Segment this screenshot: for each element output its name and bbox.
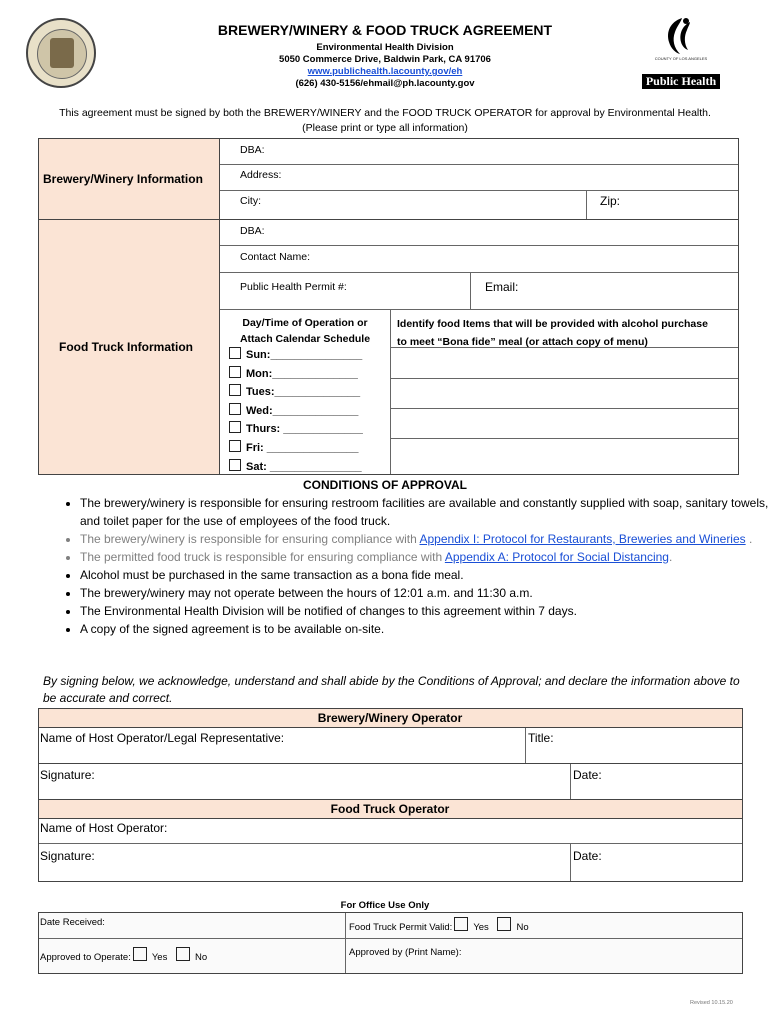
day-row-thurs[interactable] (229, 420, 363, 439)
day-row-wed[interactable] (229, 402, 363, 421)
brewery-info-label-cell (38, 138, 220, 220)
condition-item: • Alcohol must be purchased in the same transaction as a bona fide meal. (80, 566, 770, 584)
permit-valid-no-checkbox[interactable] (497, 917, 511, 931)
brewery-city-field[interactable]: City: (240, 195, 261, 207)
condition-item: • The Environmental Health Division will be notified of changes to this agreement within 7 days. (80, 602, 770, 620)
logo-band-text: Public Health (642, 74, 720, 89)
food-truck-info-label: Food Truck Information (59, 340, 193, 354)
food-truck-info-label-cell (38, 219, 220, 475)
day-checkbox[interactable] (229, 366, 241, 378)
no-label: No (516, 922, 529, 933)
brewery-info-label: Brewery/Winery Information (43, 172, 203, 186)
brewery-operator-signature-row (38, 763, 743, 800)
brewery-operator-header (38, 708, 743, 728)
approved-to-operate-label: Approved to Operate: (40, 952, 131, 963)
brewery-zip-field[interactable]: Zip: (600, 194, 621, 208)
yes-label: Yes (151, 952, 168, 963)
day-checkbox[interactable] (229, 403, 241, 415)
condition-item (80, 548, 770, 566)
day-checkbox[interactable] (229, 440, 241, 452)
day-row-sat[interactable] (229, 458, 363, 477)
brewery-operator-title-field[interactable]: Title: (528, 731, 554, 745)
truck-operator-header (38, 799, 743, 819)
brewery-operator-heading: Brewery/Winery Operator (317, 711, 463, 725)
day-checkbox[interactable] (229, 347, 241, 359)
truck-dba-field[interactable]: DBA: (240, 225, 265, 237)
condition-item: • The brewery/winery is responsible for ensuring restroom facilities are available and constantly supplied with soap, sanitary towels, and toilet paper for the use of employees of the food truck. (80, 494, 770, 530)
day-checkbox[interactable] (229, 384, 241, 396)
day-row-mon[interactable] (229, 365, 363, 384)
intro-line-2: (Please print or type all information) (302, 122, 468, 134)
page-title: BREWERY/WINERY & FOOD TRUCK AGREEMENT (217, 22, 553, 38)
brewery-address-field[interactable]: Address: (240, 169, 282, 181)
truck-email-field[interactable]: Email: (485, 280, 519, 294)
condition-item: • A copy of the signed agreement is to be available on-site. (80, 620, 770, 638)
condition-item (80, 530, 770, 548)
division-address: 5050 Commerce Drive, Baldwin Park, CA 91706 (279, 54, 491, 65)
truck-operator-name-field[interactable]: Name of Host Operator: (40, 821, 168, 835)
condition-text: . (668, 550, 673, 564)
brewery-info-fields (219, 138, 739, 220)
condition-text: . (745, 532, 753, 546)
day-checkbox[interactable] (229, 459, 241, 471)
intro-line-1: This agreement must be signed by both the BREWERY/WINERY and the FOOD TRUCK OPERATOR for approval by Environmental Health. (59, 107, 711, 119)
food-items-header (397, 315, 737, 351)
day-label: Thurs: _____________ (246, 423, 363, 436)
brewery-dba-field[interactable]: DBA: (240, 144, 265, 156)
food-items-header-line-1: Identify food Items that will be provided with alcohol purchase (397, 318, 708, 330)
truck-operator-heading: Food Truck Operator (330, 802, 450, 816)
brewery-operator-name-field[interactable]: Name of Host Operator/Legal Representative: (40, 731, 285, 745)
division-website-wrap (0, 66, 770, 77)
day-label: Tues:______________ (246, 386, 361, 399)
day-label: Sat: _______________ (246, 460, 362, 473)
revised-date: Revised 10.15.20 (690, 1000, 733, 1006)
day-label: Mon:______________ (246, 367, 358, 380)
day-row-tues[interactable] (229, 383, 363, 402)
day-label: Fri: _______________ (246, 441, 359, 454)
permit-valid-yes-checkbox[interactable] (454, 917, 468, 931)
brewery-operator-signature-field[interactable]: Signature: (40, 768, 95, 782)
truck-permit-field[interactable]: Public Health Permit #: (240, 281, 347, 293)
approved-to-operate-group (40, 947, 207, 963)
condition-text: The permitted food truck is responsible for ensuring compliance with (80, 550, 445, 564)
division-website-link[interactable]: www.publichealth.lacounty.gov/eh (307, 66, 463, 77)
condition-item: • The brewery/winery may not operate between the hours of 12:01 a.m. and 11:30 a.m. (80, 584, 770, 602)
truck-contact-name-field[interactable]: Contact Name: (240, 251, 311, 263)
date-received-field[interactable]: Date Received: (40, 917, 105, 928)
approved-by-field[interactable]: Approved by (Print Name): (349, 947, 462, 958)
brewery-operator-date-field[interactable]: Date: (573, 768, 602, 782)
appendix-i-link[interactable]: Appendix I: Protocol for Restaurants, Breweries and Wineries (419, 532, 746, 546)
truck-operator-signature-field[interactable]: Signature: (40, 849, 95, 863)
schedule-header (222, 315, 388, 347)
conditions-list (44, 494, 770, 638)
truck-operator-date-field[interactable]: Date: (573, 849, 602, 863)
permit-valid-label: Food Truck Permit Valid: (349, 922, 453, 933)
schedule-header-line-1: Day/Time of Operation or (242, 317, 368, 329)
yes-label: Yes (473, 922, 489, 933)
division-contact: (626) 430-5156/ehmail@ph.lacounty.gov (295, 78, 475, 89)
office-use-heading: For Office Use Only (340, 900, 430, 911)
day-row-fri[interactable] (229, 439, 363, 458)
day-label: Sun:_______________ (246, 349, 363, 361)
approved-yes-checkbox[interactable] (133, 947, 147, 961)
schedule-days-list (229, 346, 363, 476)
schedule-header-line-2: Attach Calendar Schedule (239, 333, 371, 345)
division-name: Environmental Health Division (316, 42, 454, 53)
intro-text (0, 106, 770, 136)
food-items-header-line-2: to meet “Bona fide” meal (or attach copy of menu) (397, 336, 648, 348)
logo-small-text: COUNTY OF LOS ANGELES (654, 56, 708, 61)
day-row-sun[interactable] (229, 346, 363, 365)
permit-valid-group (349, 917, 529, 933)
no-label: No (194, 952, 208, 963)
appendix-a-link[interactable]: Appendix A: Protocol for Social Distancing (444, 550, 669, 564)
day-checkbox[interactable] (229, 421, 241, 433)
approved-no-checkbox[interactable] (176, 947, 190, 961)
conditions-heading: CONDITIONS OF APPROVAL (302, 478, 467, 492)
day-label: Wed:______________ (246, 404, 359, 417)
acknowledgement-text: By signing below, we acknowledge, understand and shall abide by the Conditions of Approval; and declare the information above to be accurate and correct. (43, 674, 740, 705)
condition-text: The brewery/winery is responsible for ensuring compliance with (80, 532, 420, 546)
